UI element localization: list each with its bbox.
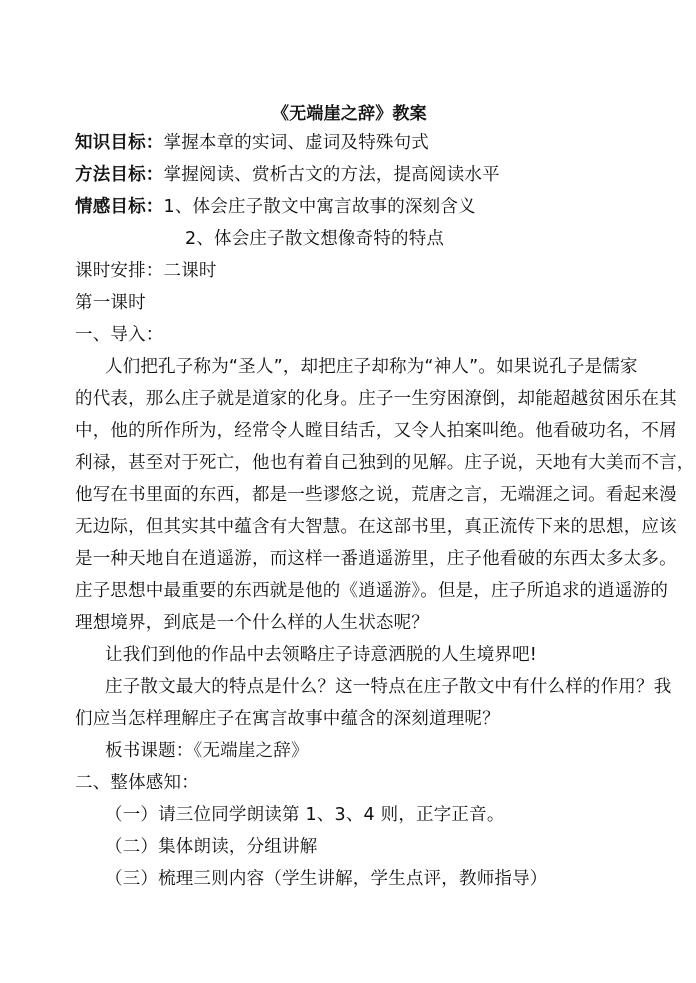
emotion-objective-item-2: 2、体会庄子散文想像奇特的特点 [185, 229, 445, 249]
intro-paragraph-line: 是一种天地自在逍遥游，而这样一番逍遥游里，庄子他看破的东西太多太多。 [75, 549, 677, 569]
intro-paragraph-line: 人们把孔子称为“圣人”，却把庄子却称为“神人”。如果说孔子是儒家 [105, 357, 638, 377]
method-objective-label: 方法目标： [75, 165, 164, 185]
method-objective [75, 164, 500, 186]
intro-paragraph-line: 中，他的所作所为，经常令人瞠目结舌，又令人拍案叫绝。他看破功名，不屑 [75, 421, 677, 441]
method-objective-text: 掌握阅读、赏析古文的方法，提高阅读水平 [163, 165, 500, 185]
invite-line: 让我们到他的作品中去领略庄子诗意洒脱的人生境界吧! [105, 645, 538, 665]
intro-paragraph-line: 理想境界，到底是一个什么样的人生状态呢？ [75, 613, 429, 633]
intro-paragraph-line: 的代表，那么庄子就是道家的化身。庄子一生穷困潦倒，却能超越贫困乐在其 [75, 389, 677, 409]
document-title: 《无端崖之辞》教案 [272, 104, 427, 124]
board-title-line: 板书课题：《无端崖之辞》 [105, 741, 309, 761]
question-line: 庄子散文最大的特点是什么？这一特点在庄子散文中有什么样的作用？我 [105, 677, 672, 697]
step-item: （二）集体朗读，分组讲解 [105, 837, 318, 857]
knowledge-objective [75, 132, 429, 154]
intro-paragraph-line: 庄子思想中最重要的东西就是他的《逍遥游》。但是，庄子所追求的逍遥游的 [75, 581, 669, 601]
knowledge-objective-label: 知识目标： [75, 133, 164, 153]
emotion-objective [75, 196, 476, 218]
intro-paragraph-line: 利禄，甚至对于死亡，他也有着自己独到的见解。庄子说，天地有大美而不言， [75, 453, 695, 473]
lesson-heading: 第一课时 [75, 293, 146, 313]
emotion-objective-label: 情感目标： [75, 197, 164, 217]
section-2-heading: 二、整体感知： [75, 773, 199, 793]
step-item: （一）请三位同学朗读第 1、3、4 则，正字正音。 [105, 805, 505, 825]
schedule-line: 课时安排：二课时 [75, 261, 217, 281]
step-item: （三）梳理三则内容（学生讲解，学生点评，教师指导） [105, 869, 548, 889]
emotion-objective-item-1: 1、体会庄子散文中寓言故事的深刻含义 [163, 197, 476, 217]
knowledge-objective-text: 掌握本章的实词、虚词及特殊句式 [163, 133, 429, 153]
question-line: 们应当怎样理解庄子在寓言故事中蕴含的深刻道理呢？ [75, 709, 500, 729]
intro-paragraph-line: 他写在书里面的东西，都是一些谬悠之说，荒唐之言，无端涯之词。看起来漫 [75, 485, 677, 505]
section-1-heading: 一、导入： [75, 325, 164, 345]
intro-paragraph-line: 无边际，但其实其中蕴含有大智慧。在这部书里，真正流传下来的思想，应该 [75, 517, 677, 537]
